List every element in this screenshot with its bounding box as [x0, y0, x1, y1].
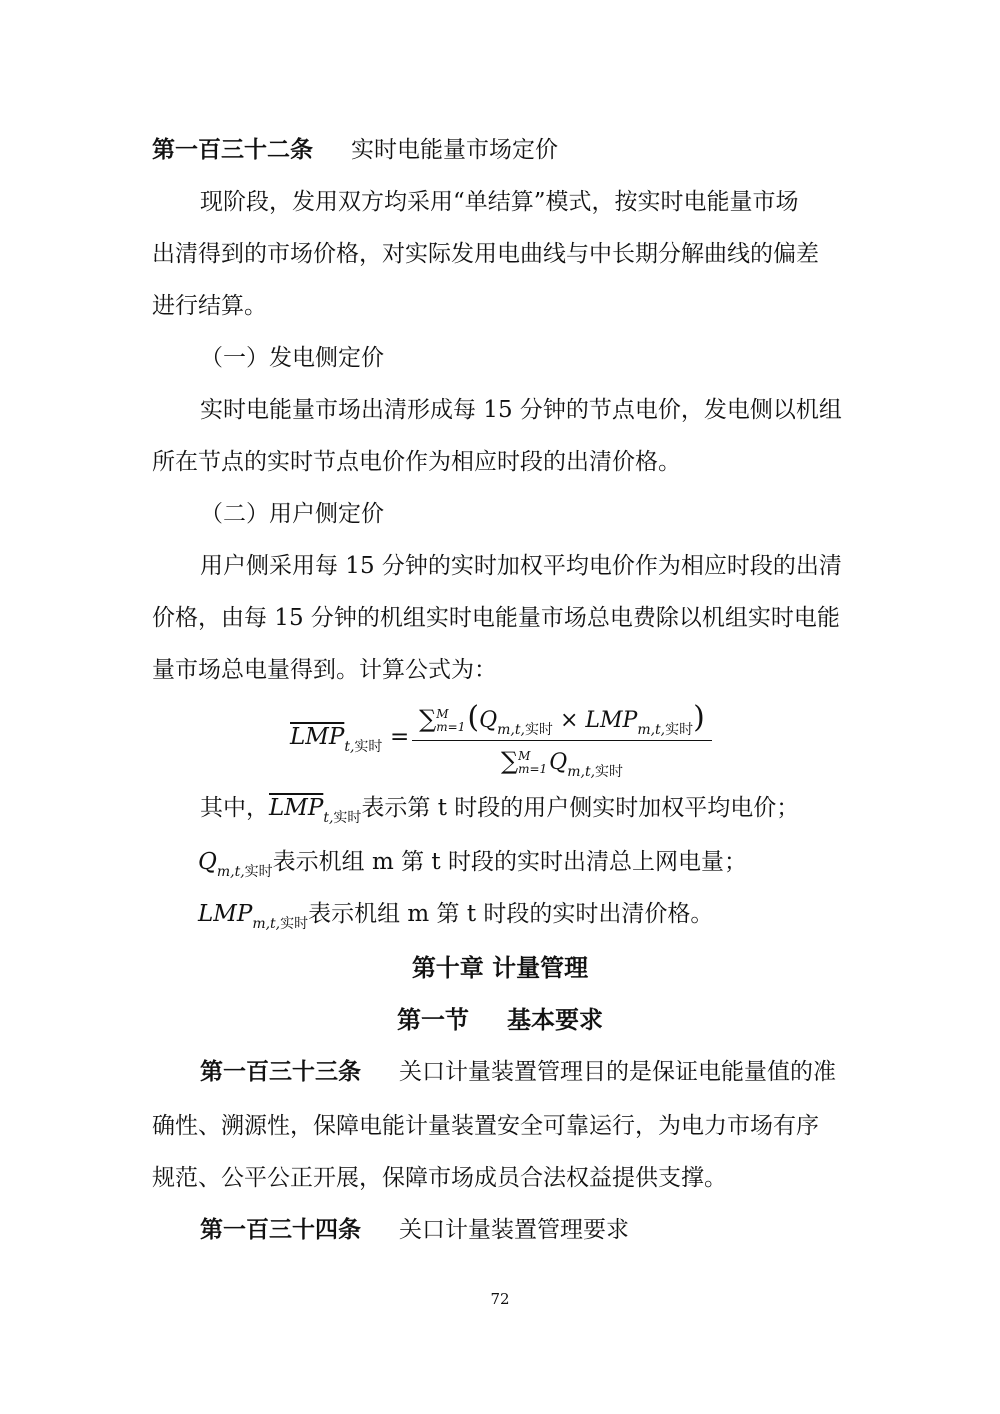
- sub-label: 实时: [665, 722, 694, 738]
- equals-sign: =: [390, 724, 410, 750]
- sub-index: m,t,: [567, 764, 596, 780]
- sub-index: m,t,: [637, 722, 666, 738]
- sum-upper: M: [518, 749, 531, 763]
- article-title: 实时电能量市场定价: [351, 137, 558, 163]
- section-number: 第一节: [397, 1005, 469, 1034]
- definition-text: 表示机组 m 第 t 时段的实时出清总上网电量；: [272, 849, 747, 875]
- sum-lower: m=1: [518, 762, 548, 776]
- sub-label: 实时: [595, 764, 624, 780]
- article-text: 关口计量装置管理目的是保证电能量值的准: [399, 1059, 836, 1085]
- weighted-price-formula: [290, 700, 730, 784]
- paragraph-line: 实时电能量市场出清形成每 15 分钟的节点电价，发电侧以机组: [200, 397, 842, 423]
- subsection-heading: （一）发电侧定价: [200, 345, 384, 371]
- sub-label: 实时: [354, 739, 383, 755]
- article-number: 第一百三十四条: [200, 1216, 361, 1243]
- paragraph-line: 确性、溯源性，保障电能计量装置安全可靠运行，为电力市场有序: [152, 1113, 819, 1139]
- definition-prefix: 其中，: [200, 795, 269, 821]
- sum-lower: m=1: [436, 720, 466, 734]
- lmp-symbol: $\overline{LMP}$: [290, 724, 345, 750]
- sum-upper: M: [436, 707, 449, 721]
- fraction-bar: [412, 740, 712, 741]
- formula-numerator: ∑M $m=1(Q_{m,t,实时} \times LMP_{m,t,实时})$: [419, 700, 705, 738]
- sum-symbol: ∑: [500, 747, 519, 775]
- definition-text: 表示第 t 时段的用户侧实时加权平均电价；: [361, 795, 800, 821]
- lmp-symbol: LMP: [585, 708, 638, 733]
- subsection-heading: （二）用户侧定价: [200, 501, 384, 527]
- formula-denominator: [412, 745, 712, 781]
- sub-index: m,t,: [252, 916, 281, 932]
- sub-label: 实时: [280, 916, 309, 932]
- paragraph-line: 进行结算。: [152, 293, 267, 319]
- lmp-symbol: $\overline{LMP}$: [269, 795, 324, 821]
- article-title: 关口计量装置管理要求: [399, 1217, 629, 1243]
- chapter-title: 第十章 计量管理: [411, 953, 589, 982]
- q-symbol: Q: [198, 849, 217, 875]
- article-number: 第一百三十二条: [152, 136, 313, 163]
- sub-label: 实时: [244, 864, 273, 880]
- sub-index: t,: [344, 739, 355, 755]
- sum-symbol: ∑: [419, 705, 437, 733]
- paragraph-line: 出清得到的市场价格，对实际发用电曲线与中长期分解曲线的偏差: [152, 241, 819, 267]
- paragraph-line: 现阶段，发用双方均采用“单结算”模式，按实时电能量市场: [200, 189, 799, 215]
- definition-lmp-avg: [200, 792, 799, 827]
- paragraph-line: 量市场总电量得到。计算公式为：: [152, 657, 497, 683]
- sub-index: m,t,: [216, 864, 245, 880]
- paragraph-line: 价格，由每 15 分钟的机组实时电能量市场总电费除以机组实时电能: [152, 605, 840, 631]
- article-132-heading: [152, 134, 558, 166]
- section-title: [0, 1004, 1000, 1036]
- q-symbol: Q: [479, 708, 498, 733]
- lmp-symbol: LMP: [198, 901, 253, 927]
- paragraph-line: 所在节点的实时节点电价作为相应时段的出清价格。: [152, 449, 681, 475]
- sub-index: m,t,: [497, 722, 525, 738]
- sub-label: 实时: [524, 722, 553, 738]
- article-133-line: [200, 1056, 836, 1088]
- times-sign: ×: [559, 708, 579, 733]
- sub-label: 实时: [333, 810, 362, 826]
- q-symbol: Q: [549, 750, 568, 775]
- page-number: 72: [490, 1290, 510, 1308]
- sub-index: t,: [323, 810, 334, 826]
- section-name: 基本要求: [507, 1005, 603, 1034]
- article-number: 第一百三十三条: [200, 1058, 361, 1085]
- definition-q: [198, 846, 747, 881]
- formula-fraction: [412, 700, 712, 781]
- definition-text: 表示机组 m 第 t 时段的实时出清价格。: [308, 901, 714, 927]
- paragraph-line: 规范、公平公正开展，保障市场成员合法权益提供支撑。: [152, 1165, 727, 1191]
- paragraph-line: 用户侧采用每 15 分钟的实时加权平均电价作为相应时段的出清: [200, 553, 842, 579]
- article-134-heading: [200, 1214, 629, 1246]
- formula-lhs: [290, 724, 383, 755]
- definition-lmp: [198, 898, 713, 933]
